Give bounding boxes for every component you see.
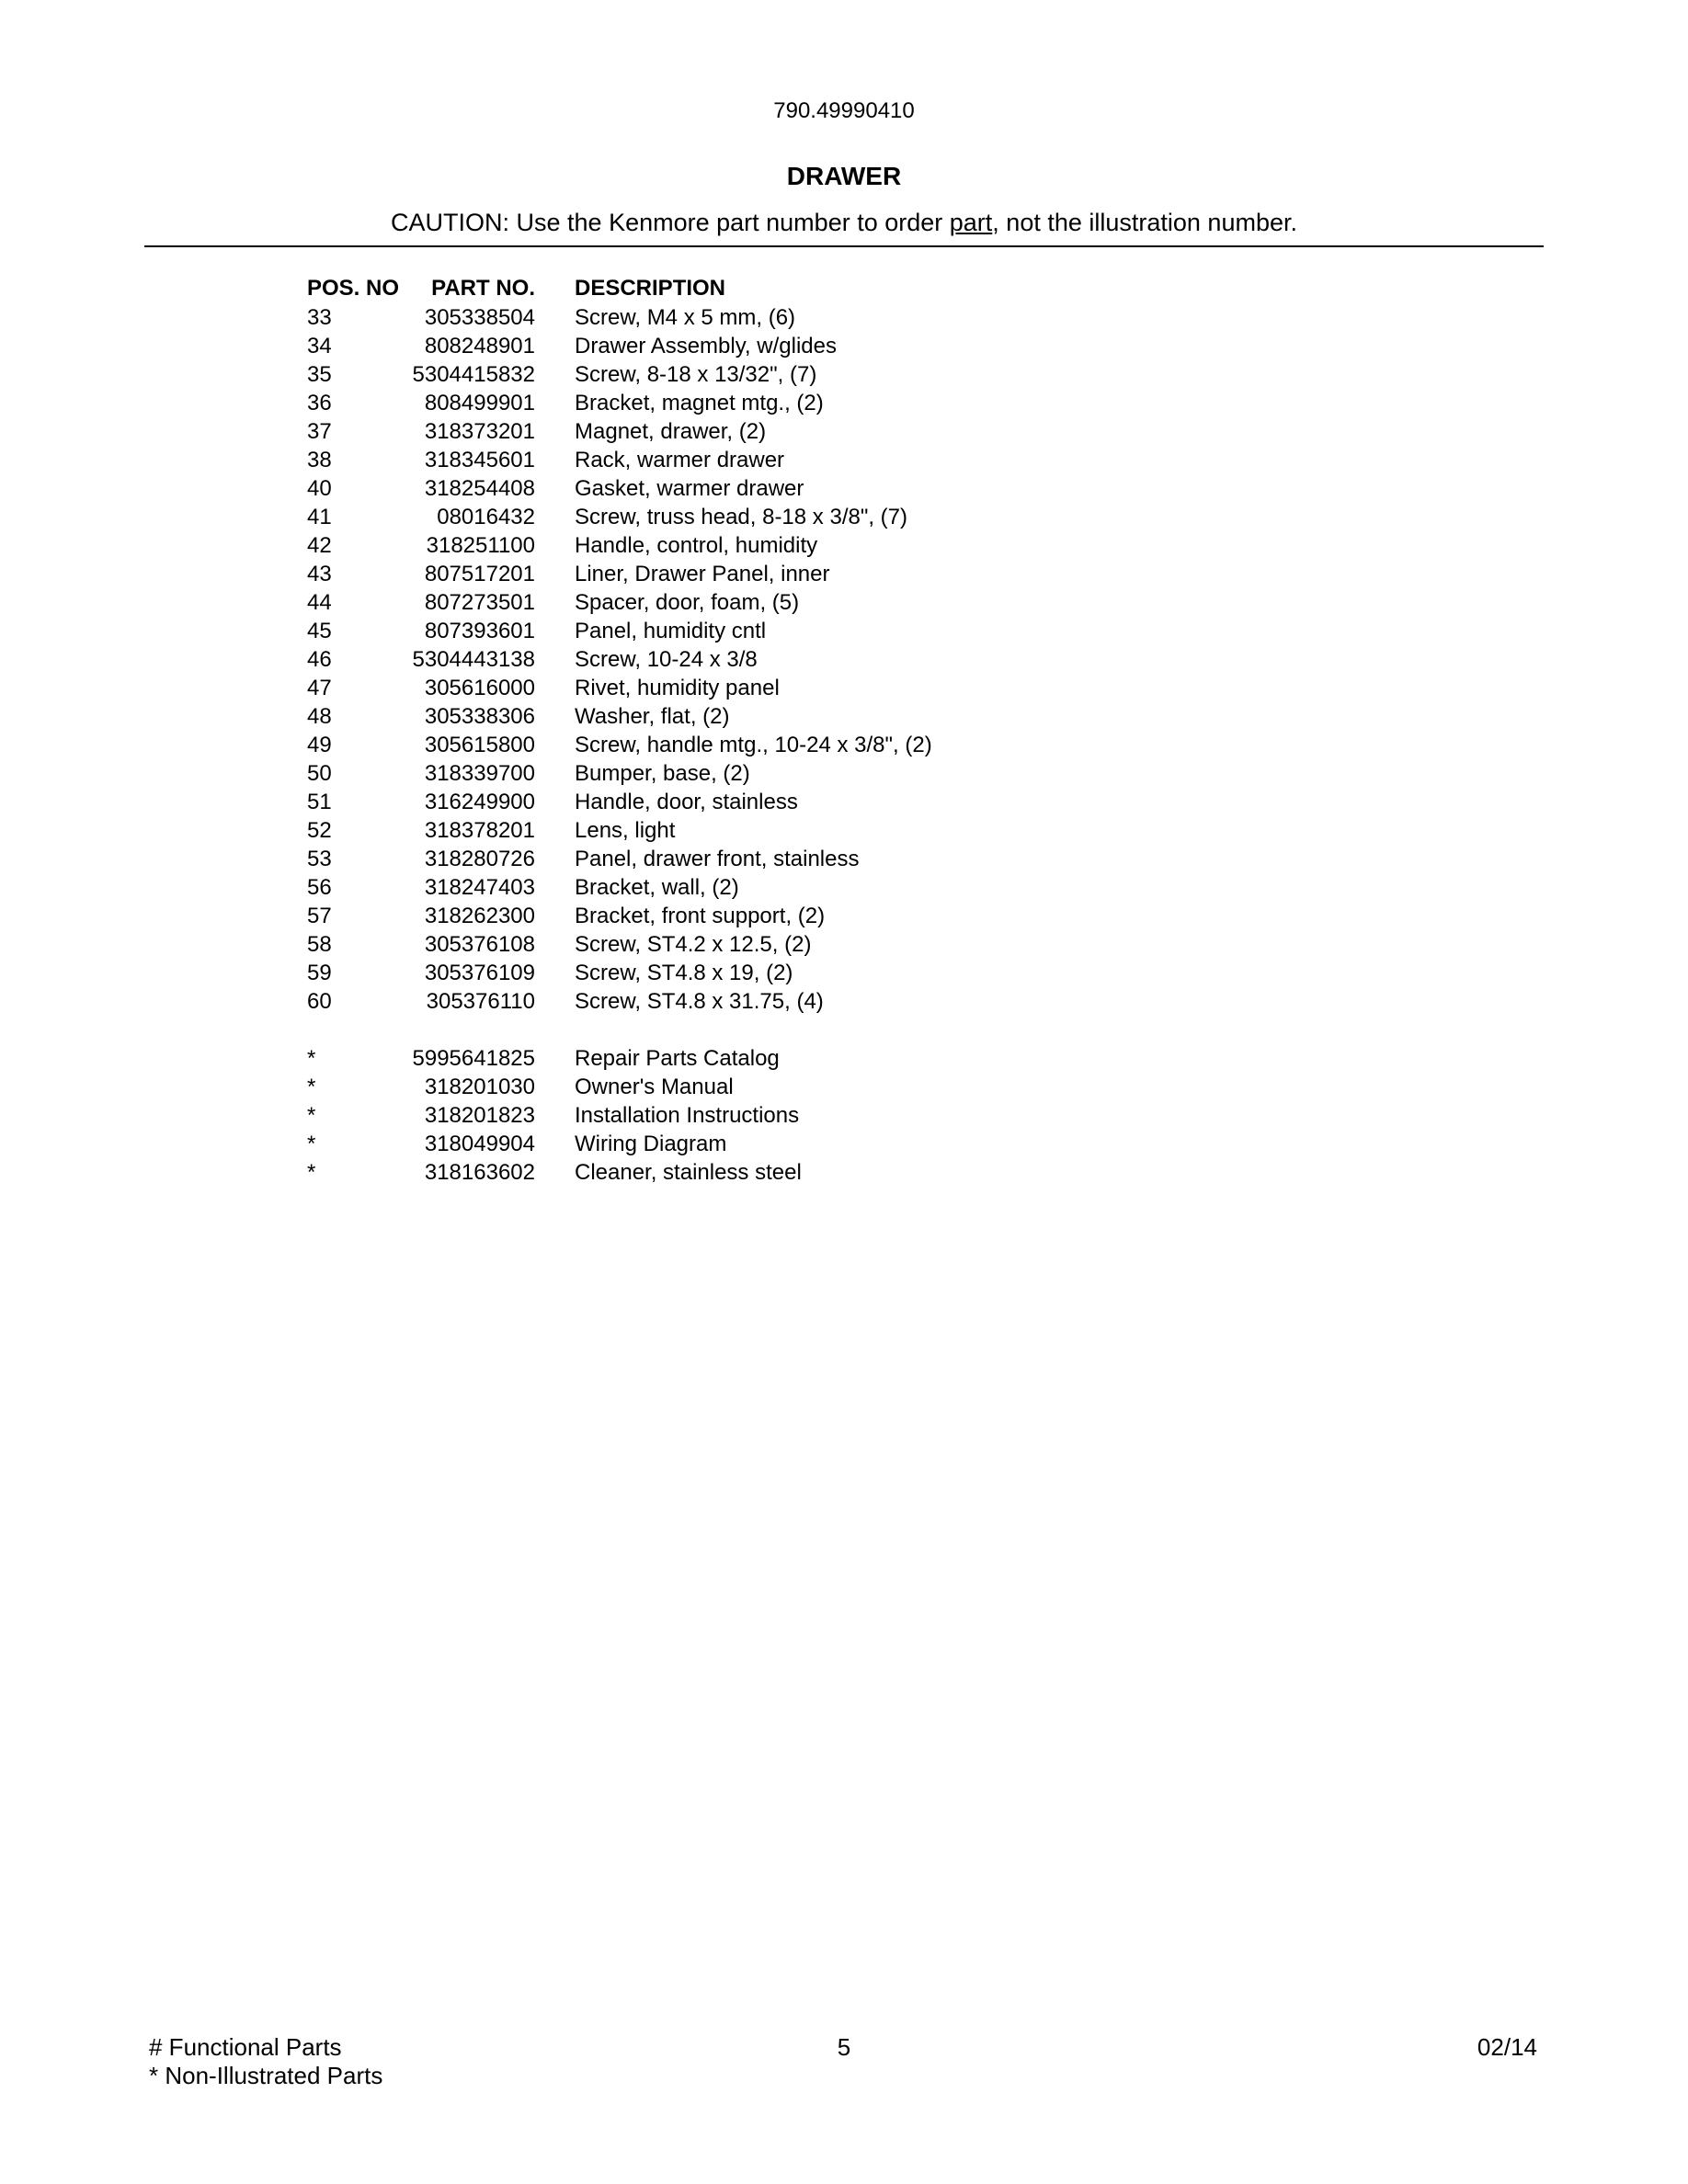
legend-functional-parts: # Functional Parts bbox=[149, 2033, 342, 2061]
table-row bbox=[0, 731, 1688, 759]
table-row bbox=[0, 1101, 1688, 1130]
row-part-number: 318049904 bbox=[424, 1132, 535, 1156]
row-description: Screw, handle mtg., 10-24 x 3/8", (2) bbox=[575, 733, 932, 757]
caution-text-after: , not the illustration number. bbox=[992, 209, 1297, 236]
row-description: Liner, Drawer Panel, inner bbox=[575, 562, 830, 586]
table-row bbox=[0, 360, 1688, 389]
row-description: Bracket, wall, (2) bbox=[575, 875, 739, 900]
row-description: Bracket, magnet mtg., (2) bbox=[575, 391, 824, 415]
row-description: Screw, truss head, 8-18 x 3/8", (7) bbox=[575, 505, 908, 529]
row-pos: 33 bbox=[307, 305, 332, 330]
row-pos: 53 bbox=[307, 847, 332, 871]
table-row bbox=[0, 417, 1688, 446]
row-part-number: 08016432 bbox=[437, 505, 535, 529]
row-description: Screw, ST4.8 x 31.75, (4) bbox=[575, 989, 824, 1014]
row-part-number: 808499901 bbox=[424, 391, 535, 415]
illustrated-parts-list bbox=[0, 303, 1688, 1016]
row-pos: 44 bbox=[307, 590, 332, 615]
row-description: Magnet, drawer, (2) bbox=[575, 419, 767, 444]
row-part-number: 5304415832 bbox=[412, 362, 535, 387]
row-pos: 59 bbox=[307, 961, 332, 985]
row-part-number: 318378201 bbox=[424, 818, 535, 843]
table-row bbox=[0, 702, 1688, 731]
row-part-number: 318339700 bbox=[424, 761, 535, 786]
table-row bbox=[0, 959, 1688, 987]
row-description: Bracket, front support, (2) bbox=[575, 904, 826, 928]
row-description: Screw, 10-24 x 3/8 bbox=[575, 647, 758, 672]
row-pos: 45 bbox=[307, 619, 332, 643]
row-description: Screw, ST4.8 x 19, (2) bbox=[575, 961, 793, 985]
caution-text-underlined: part bbox=[949, 209, 993, 236]
row-part-number: 318201823 bbox=[424, 1103, 535, 1128]
row-part-number: 318262300 bbox=[424, 904, 535, 928]
table-row bbox=[0, 560, 1688, 588]
row-part-number: 318345601 bbox=[424, 448, 535, 472]
row-part-number: 318373201 bbox=[424, 419, 535, 444]
table-row bbox=[0, 1158, 1688, 1187]
row-pos: 40 bbox=[307, 476, 332, 501]
row-pos: 35 bbox=[307, 362, 332, 387]
table-row bbox=[0, 531, 1688, 560]
row-part-number: 807273501 bbox=[424, 590, 535, 615]
row-description: Panel, drawer front, stainless bbox=[575, 847, 860, 871]
row-description: Panel, humidity cntl bbox=[575, 619, 767, 643]
row-part-number: 318163602 bbox=[424, 1160, 535, 1185]
column-header-description: DESCRIPTION bbox=[575, 276, 726, 301]
row-description: Lens, light bbox=[575, 818, 676, 843]
row-pos: 58 bbox=[307, 932, 332, 957]
row-pos: 52 bbox=[307, 818, 332, 843]
row-pos: 56 bbox=[307, 875, 332, 900]
caution-notice bbox=[0, 209, 1688, 237]
row-pos: 46 bbox=[307, 647, 332, 672]
caution-text-before: CAUTION: Use the Kenmore part number to order bbox=[391, 209, 950, 236]
row-part-number: 305615800 bbox=[424, 733, 535, 757]
row-pos: * bbox=[307, 1103, 316, 1128]
table-row bbox=[0, 1073, 1688, 1101]
row-part-number: 807393601 bbox=[424, 619, 535, 643]
table-row bbox=[0, 930, 1688, 959]
row-pos: 41 bbox=[307, 505, 332, 529]
row-part-number: 318254408 bbox=[424, 476, 535, 501]
row-pos: 49 bbox=[307, 733, 332, 757]
row-part-number: 807517201 bbox=[424, 562, 535, 586]
parts-table bbox=[0, 274, 1688, 1187]
row-description: Spacer, door, foam, (5) bbox=[575, 590, 800, 615]
table-row bbox=[0, 645, 1688, 674]
parts-table-header bbox=[0, 274, 1688, 303]
section-title: DRAWER bbox=[786, 162, 902, 190]
row-description: Handle, control, humidity bbox=[575, 533, 818, 558]
row-description: Gasket, warmer drawer bbox=[575, 476, 804, 501]
row-part-number: 318280726 bbox=[424, 847, 535, 871]
page-number: 5 bbox=[837, 2033, 851, 2061]
row-description: Wiring Diagram bbox=[575, 1132, 727, 1156]
row-pos: 50 bbox=[307, 761, 332, 786]
row-description: Screw, ST4.2 x 12.5, (2) bbox=[575, 932, 812, 957]
row-part-number: 5995641825 bbox=[412, 1046, 535, 1071]
row-description: Handle, door, stainless bbox=[575, 790, 798, 814]
table-row bbox=[0, 446, 1688, 474]
row-description: Cleaner, stainless steel bbox=[575, 1160, 802, 1185]
table-row bbox=[0, 588, 1688, 617]
non-illustrated-parts-list bbox=[0, 1044, 1688, 1187]
table-row bbox=[0, 873, 1688, 902]
table-row bbox=[0, 303, 1688, 332]
table-row bbox=[0, 1130, 1688, 1158]
row-pos: 36 bbox=[307, 391, 332, 415]
row-description: Repair Parts Catalog bbox=[575, 1046, 780, 1071]
table-row bbox=[0, 816, 1688, 845]
row-part-number: 305376109 bbox=[424, 961, 535, 985]
row-pos: 34 bbox=[307, 334, 332, 358]
row-pos: 43 bbox=[307, 562, 332, 586]
column-header-part: PART NO. bbox=[431, 276, 535, 301]
row-pos: 57 bbox=[307, 904, 332, 928]
row-description: Screw, M4 x 5 mm, (6) bbox=[575, 305, 796, 330]
row-description: Owner's Manual bbox=[575, 1075, 734, 1099]
row-pos: 60 bbox=[307, 989, 332, 1014]
footer-date: 02/14 bbox=[1477, 2033, 1537, 2061]
table-row bbox=[0, 503, 1688, 531]
row-part-number: 305616000 bbox=[424, 676, 535, 700]
row-pos: 38 bbox=[307, 448, 332, 472]
row-part-number: 808248901 bbox=[424, 334, 535, 358]
row-description: Bumper, base, (2) bbox=[575, 761, 750, 786]
row-pos: 51 bbox=[307, 790, 332, 814]
table-row bbox=[0, 788, 1688, 816]
row-pos: * bbox=[307, 1160, 316, 1185]
row-pos: 47 bbox=[307, 676, 332, 700]
row-part-number: 316249900 bbox=[424, 790, 535, 814]
row-description: Screw, 8-18 x 13/32", (7) bbox=[575, 362, 817, 387]
row-part-number: 5304443138 bbox=[412, 647, 535, 672]
table-row bbox=[0, 474, 1688, 503]
row-description: Rivet, humidity panel bbox=[575, 676, 780, 700]
column-header-pos: POS. NO bbox=[307, 276, 400, 301]
header-divider bbox=[144, 245, 1544, 247]
table-row bbox=[0, 617, 1688, 645]
row-pos: 48 bbox=[307, 704, 332, 729]
row-pos: 42 bbox=[307, 533, 332, 558]
table-row bbox=[0, 389, 1688, 417]
row-part-number: 318247403 bbox=[424, 875, 535, 900]
row-pos: * bbox=[307, 1075, 316, 1099]
table-row bbox=[0, 674, 1688, 702]
model-number: 790.49990410 bbox=[773, 98, 915, 123]
table-row bbox=[0, 332, 1688, 360]
row-part-number: 318251100 bbox=[426, 533, 535, 558]
table-row bbox=[0, 987, 1688, 1016]
row-part-number: 305376110 bbox=[426, 989, 535, 1014]
row-pos: 37 bbox=[307, 419, 332, 444]
row-description: Rack, warmer drawer bbox=[575, 448, 785, 472]
table-row bbox=[0, 1044, 1688, 1073]
list-spacer bbox=[0, 1016, 1688, 1044]
legend-non-illustrated-parts: * Non-Illustrated Parts bbox=[149, 2062, 383, 2089]
row-pos: * bbox=[307, 1046, 316, 1071]
row-part-number: 305376108 bbox=[424, 932, 535, 957]
table-row bbox=[0, 845, 1688, 873]
row-part-number: 318201030 bbox=[424, 1075, 535, 1099]
row-description: Installation Instructions bbox=[575, 1103, 800, 1128]
row-pos: * bbox=[307, 1132, 316, 1156]
table-row bbox=[0, 902, 1688, 930]
table-row bbox=[0, 759, 1688, 788]
row-part-number: 305338306 bbox=[424, 704, 535, 729]
row-part-number: 305338504 bbox=[424, 305, 535, 330]
row-description: Drawer Assembly, w/glides bbox=[575, 334, 837, 358]
row-description: Washer, flat, (2) bbox=[575, 704, 730, 729]
